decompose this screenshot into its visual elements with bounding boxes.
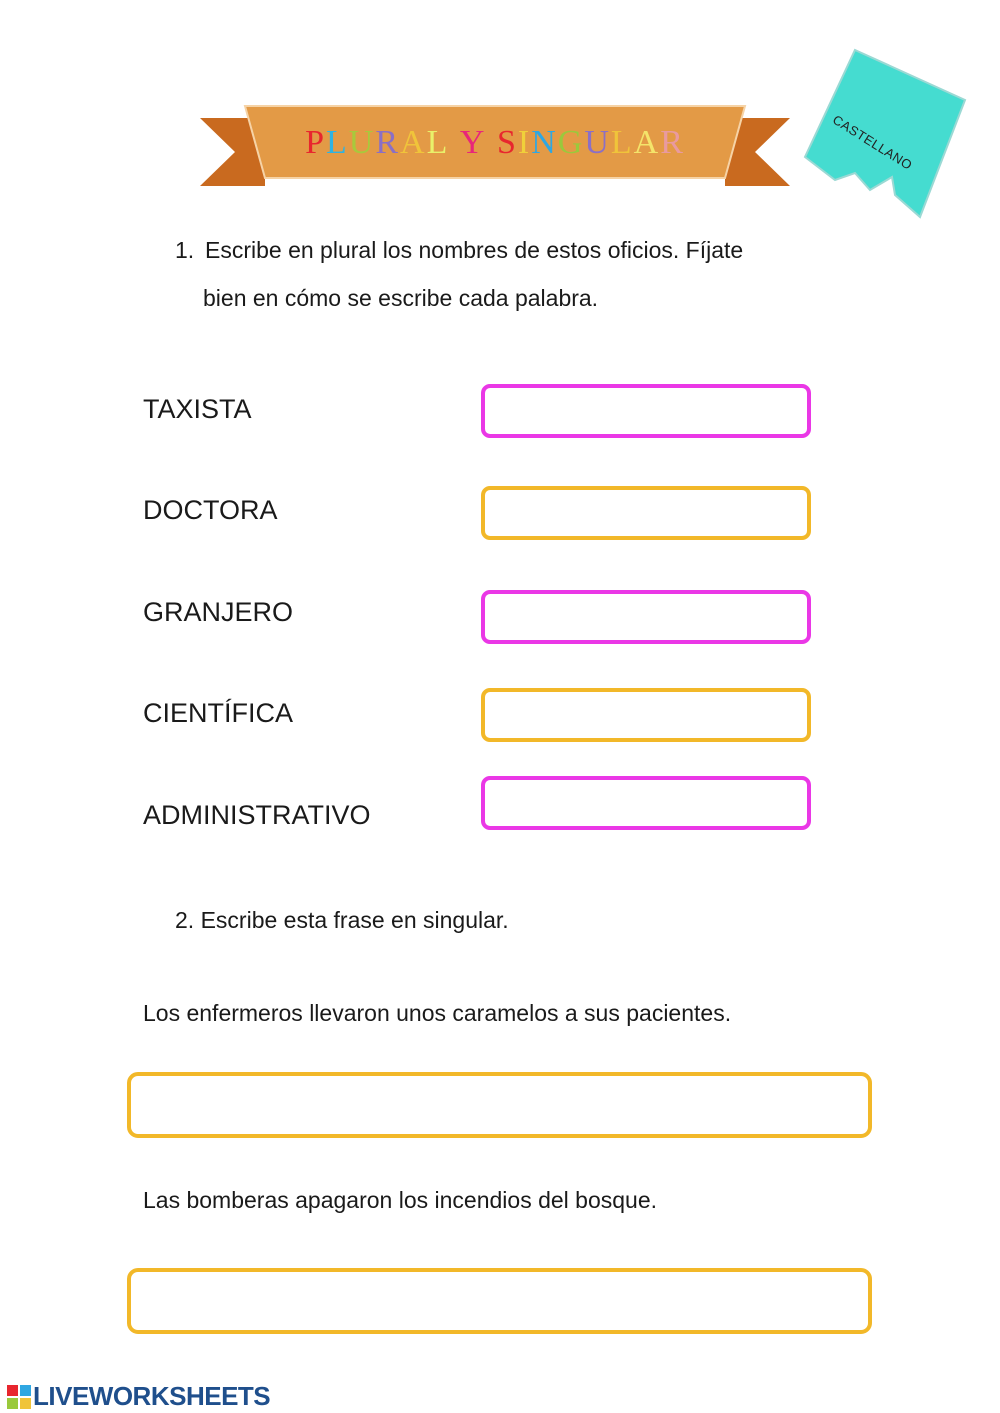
answer-input-sentence-2[interactable] [127, 1268, 872, 1334]
sentence-2: Las bomberas apagaron los incendios del bosque. [143, 1187, 658, 1213]
title-letter: L [426, 124, 450, 161]
title-letter [449, 120, 460, 166]
title-letter: A [400, 124, 427, 161]
answer-input-granjero[interactable] [481, 590, 811, 644]
footer-brand[interactable]: LIVEWORKSHEETS [33, 1381, 271, 1411]
title-letter: R [660, 124, 685, 161]
title-letter: S [496, 124, 518, 161]
title-letter: L [326, 124, 349, 161]
question-1-line1: Escribe en plural los nombres de estos oficios. Fíjate [205, 237, 744, 263]
word-cientifica: CIENTÍFICA [143, 698, 294, 728]
word-taxista: TAXISTA [143, 394, 252, 424]
question-1-instruction [175, 226, 857, 274]
title-letter: U [348, 124, 376, 161]
title-letter: N [531, 124, 558, 161]
word-granjero: GRANJERO [143, 597, 294, 627]
page-title [245, 120, 745, 166]
title-letter: A [633, 124, 661, 161]
sentence-1: Los enfermeros llevaron unos caramelos a sus pacientes. [143, 1000, 732, 1026]
title-letter: G [557, 124, 585, 161]
question-2-text: Escribe esta frase en singular. [200, 907, 509, 933]
word-administrativo: ADMINISTRATIVO [143, 800, 371, 830]
answer-input-cientifica[interactable] [481, 688, 811, 742]
title-letter: P [305, 124, 326, 161]
question-1-number: 1. [175, 237, 195, 263]
answer-input-doctora[interactable] [481, 486, 811, 540]
question-2-number: 2. [175, 907, 195, 933]
title-letter [486, 120, 497, 166]
title-letter: Y [459, 124, 487, 161]
answer-input-sentence-1[interactable] [127, 1072, 872, 1138]
title-letter: I [517, 124, 532, 161]
title-letter: R [375, 124, 401, 161]
castellano-label: CASTELLANO [830, 112, 916, 173]
title-letter: U [584, 124, 611, 161]
question-1-line2: bien en cómo se escribe cada palabra. [203, 285, 599, 311]
answer-input-taxista[interactable] [481, 384, 811, 438]
answer-input-administrativo[interactable] [481, 776, 811, 830]
liveworksheets-logo-icon [7, 1385, 31, 1409]
castellano-tag [800, 45, 970, 225]
title-letter: L [610, 124, 634, 161]
question-2-instruction [175, 896, 509, 944]
word-doctora: DOCTORA [143, 495, 278, 525]
